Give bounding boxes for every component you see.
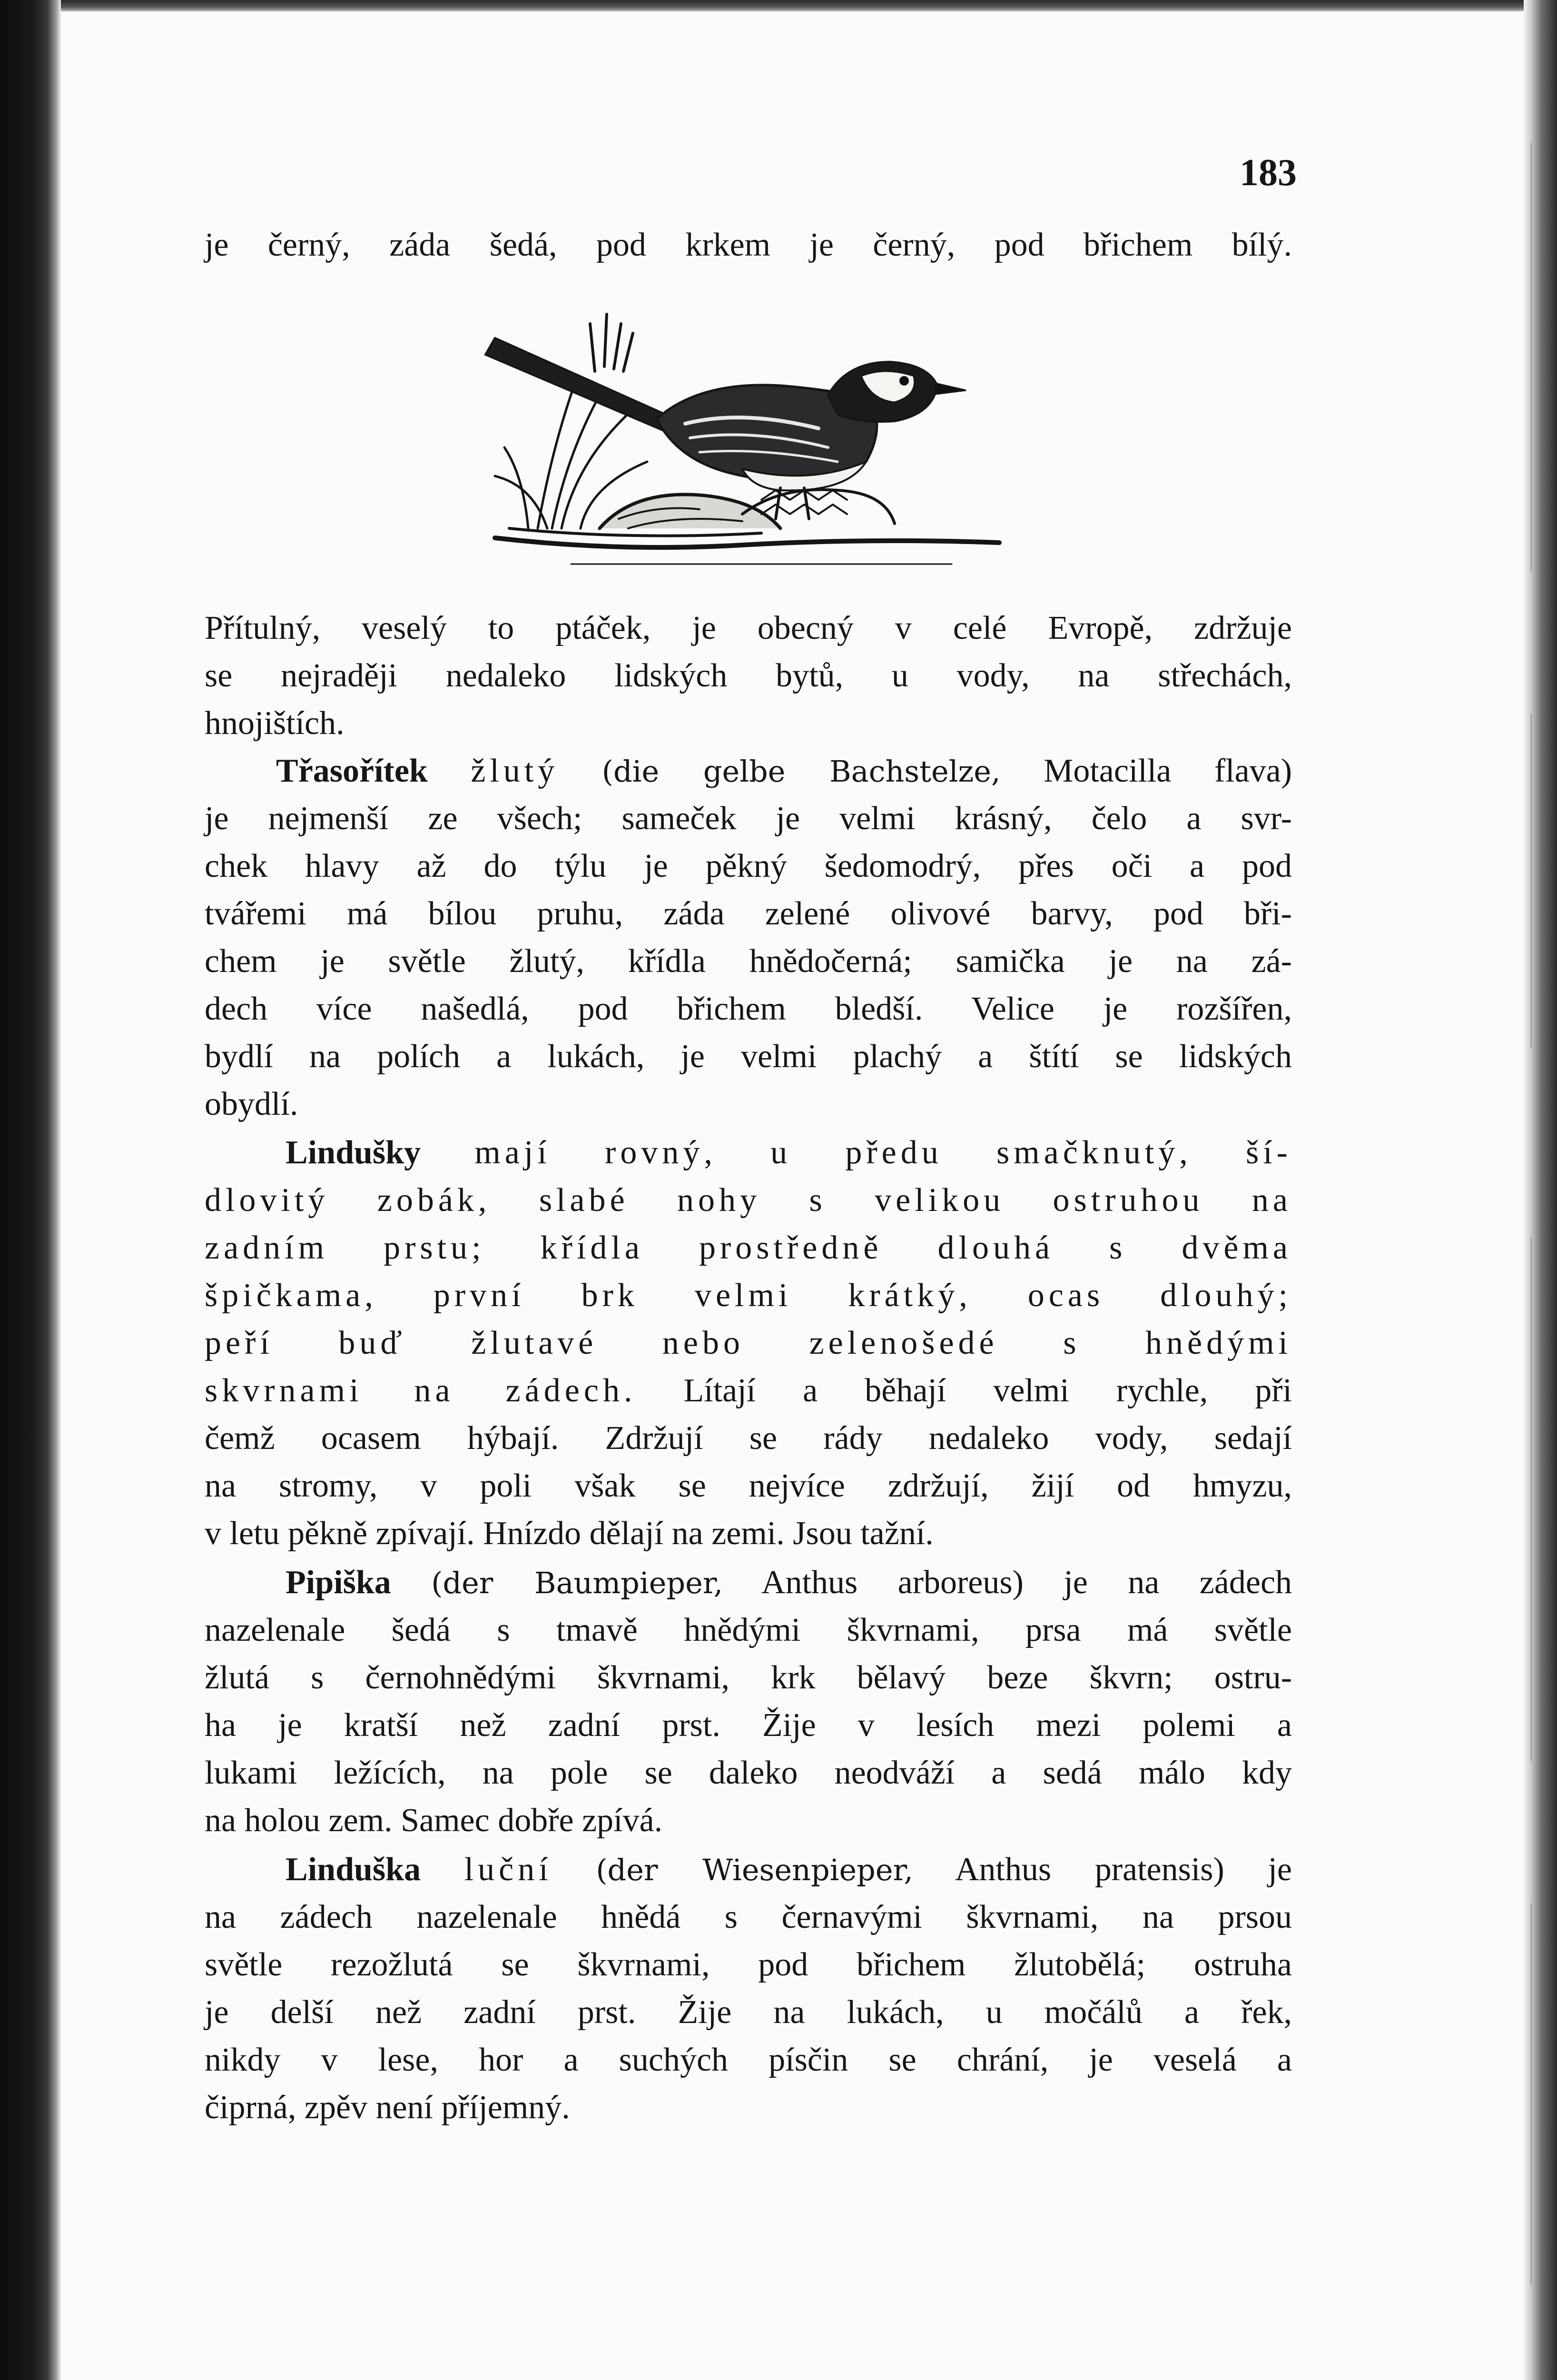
- text-line: v letu pěkně zpívají. Hnízdo dělají na zemi. Jsou tažní.: [205, 1515, 934, 1552]
- text-line: dech více našedlá, pod břichem bledší. Velice je rozšířen,: [205, 991, 1292, 1027]
- text-line: tvářemi má bílou pruhu, záda zelené olivové barvy, pod bři-: [205, 895, 1292, 932]
- text-line: hnojištích.: [205, 705, 345, 742]
- text-line: chek hlavy až do týlu je pěkný šedomodrý, přes oči a pod: [205, 848, 1292, 884]
- text-line: nikdy v lese, hor a suchých písčin se chrání, je veselá a: [205, 2042, 1292, 2078]
- text-line: lukami ležících, na pole se daleko neodváží a sedá málo kdy: [205, 1755, 1292, 1791]
- text-line: čemž ocasem hýbají. Zdržují se rády nedaleko vody, sedají: [205, 1420, 1292, 1457]
- text-line: je delší než zadní prst. Žije na lukách, u močálů a řek,: [205, 1994, 1292, 2031]
- page-number: 183: [1240, 152, 1297, 194]
- text-line: [286, 1846, 1292, 1894]
- page-edge-shadow: [1524, 0, 1557, 2380]
- text-line: na zádech nazelenale hnědá s černavými škvrnami, na prsou: [205, 1899, 1292, 1935]
- german-name: (der Wiesenpieper,: [596, 1853, 914, 1887]
- wagtail-engraving: [476, 305, 1004, 581]
- species-epithet: žlutý: [471, 753, 559, 789]
- text-line: čiprná, zpěv není příjemný.: [205, 2089, 570, 2126]
- text-line: zadním prstu; křídla prostředně dlouhá s dvěma: [205, 1230, 1292, 1266]
- text-line: bydlí na polích a lukách, je velmi plachý a štítí se lidských: [205, 1038, 1292, 1075]
- book-spine-shadow: [0, 0, 61, 2380]
- species-title: Pipiška: [286, 1564, 391, 1601]
- text-line: obydlí.: [205, 1086, 298, 1122]
- text-line: na stromy, v poli však se nejvíce zdržují, žijí od hmyzu,: [205, 1468, 1292, 1504]
- species-title: Třasořítek: [276, 753, 428, 789]
- text-line: [286, 1559, 1292, 1607]
- text-line: žlutá s černohnědými škvrnami, krk bělavý beze škvrn; ostru-: [205, 1659, 1292, 1696]
- genus-description: mají rovný, u předu smačknutý, ší-: [474, 1134, 1292, 1171]
- text-line: špičkama, první brk velmi krátký, ocas dlouhý;: [205, 1277, 1292, 1314]
- text-line: nazelenale šedá s tmavě hnědými škvrnami, prsa má světle: [205, 1612, 1292, 1648]
- text-line: světle rezožlutá se škvrnami, pod břichem žlutobělá; ostruha: [205, 1946, 1292, 1983]
- latin-name: Anthus arboreus) je na zádech: [761, 1564, 1292, 1601]
- latin-name: Anthus pratensis) je: [955, 1851, 1292, 1888]
- species-epithet: luční: [464, 1851, 552, 1888]
- latin-name: Motacilla flava): [1044, 753, 1292, 789]
- line-rest: Lítají a běhají velmi rychle, při: [683, 1372, 1292, 1409]
- scan-top-shadow: [0, 0, 1557, 11]
- text-line: [286, 1129, 1292, 1177]
- text-line: chem je světle žlutý, křídla hnědočerná; samička je na zá-: [205, 943, 1292, 980]
- text-line: dlovitý zobák, slabé nohy s velikou ostruhou na: [205, 1182, 1292, 1219]
- text-line: [205, 1367, 1292, 1415]
- text-line: peří buď žlutavé nebo zelenošedé s hnědými: [205, 1325, 1292, 1361]
- text-line: na holou zem. Samec dobře zpívá.: [205, 1802, 663, 1839]
- bird-on-ground-engraving-icon: [485, 314, 999, 564]
- text-line: Přítulný, veselý to ptáček, je obecný v celé Evropě, zdržuje: [205, 610, 1292, 646]
- text-line: je černý, záda šedá, pod krkem je černý, pod břichem bílý.: [205, 227, 1292, 263]
- spaced-phrase: skvrnami na zádech.: [205, 1372, 637, 1409]
- text-line: se nejraději nedaleko lidských bytů, u vody, na střechách,: [205, 657, 1292, 694]
- text-line: je nejmenší ze všech; sameček je velmi krásný, čelo a svr-: [205, 800, 1292, 837]
- species-title: Linduška: [286, 1851, 421, 1888]
- genus-title: Lindušky: [286, 1134, 421, 1171]
- text-line: [276, 747, 1292, 795]
- german-name: (die gelbe Bachstelze,: [601, 754, 1001, 789]
- german-name: (der Baumpieper,: [431, 1566, 723, 1600]
- text-line: ha je kratší než zadní prst. Žije v lesích mezi polemi a: [205, 1707, 1292, 1744]
